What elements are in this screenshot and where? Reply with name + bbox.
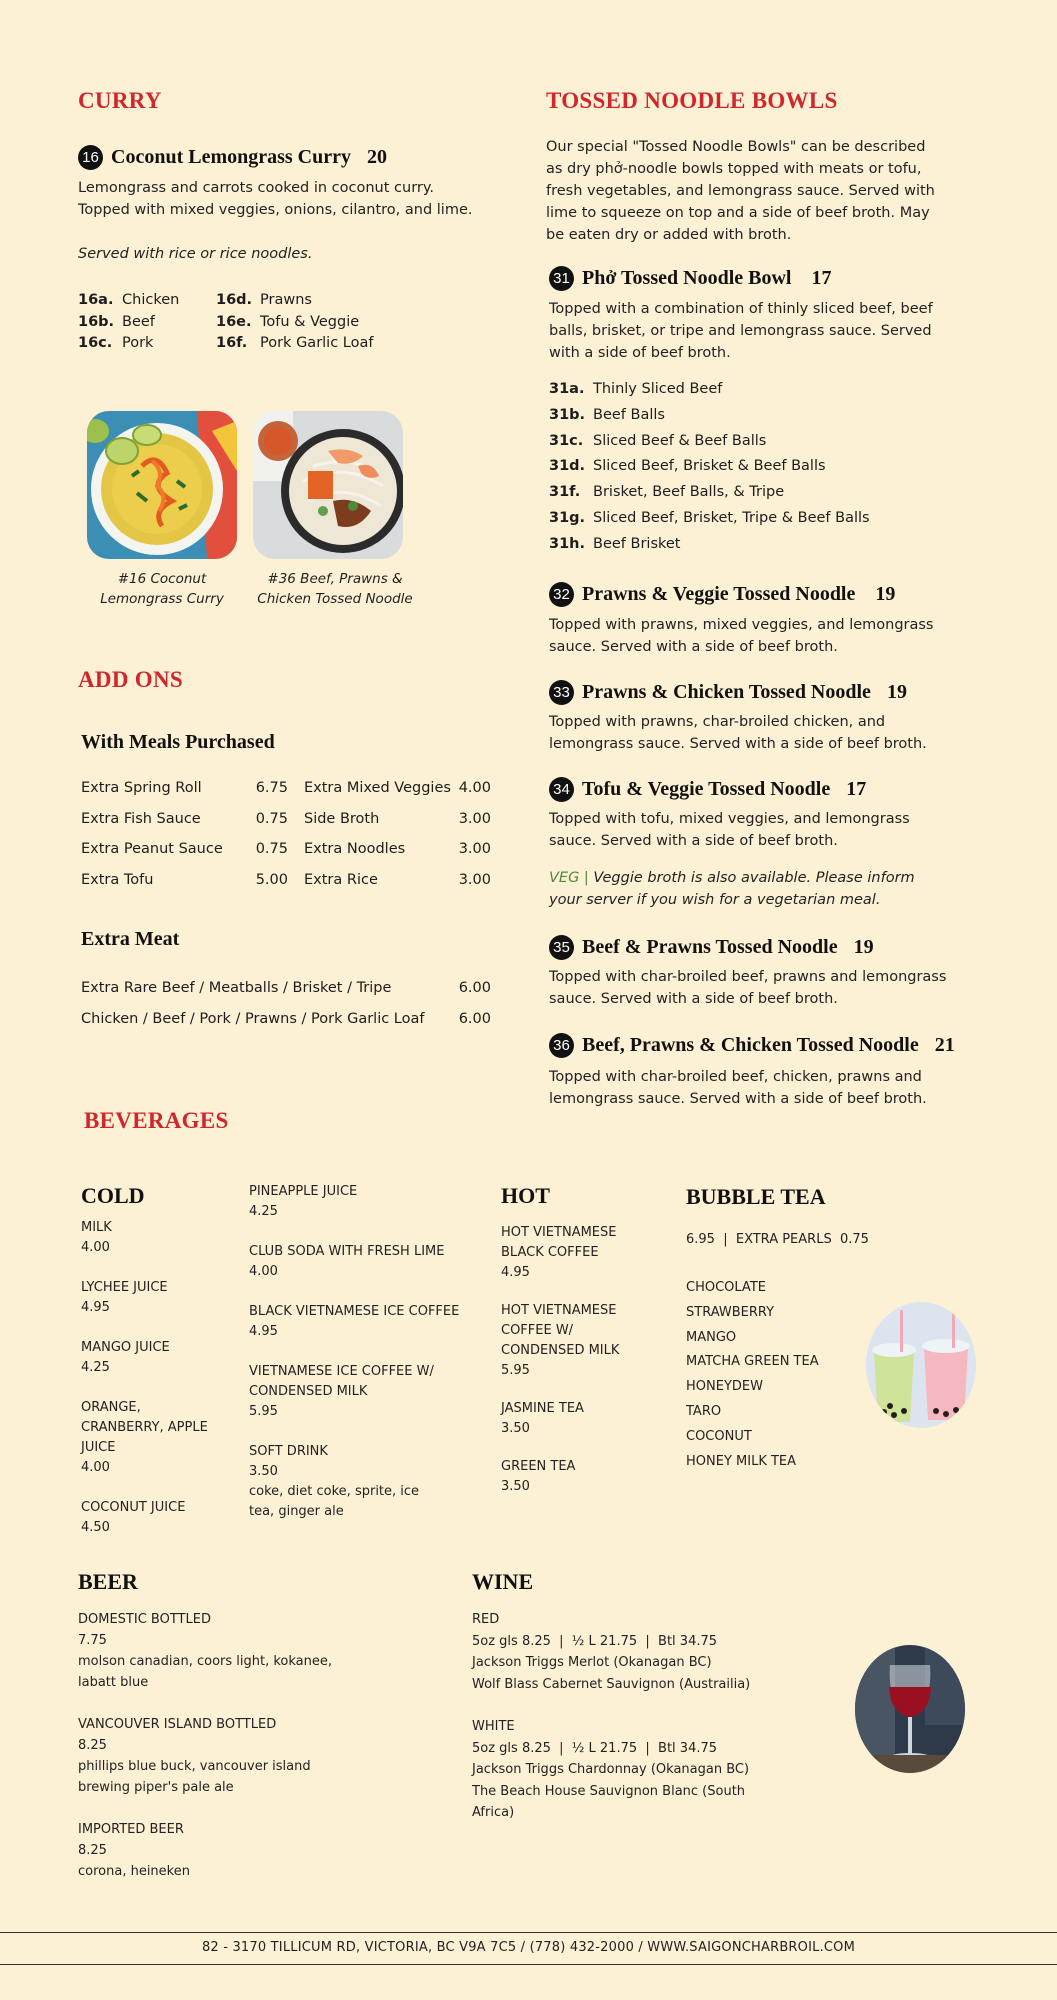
- bubble-tea-price: 6.95 | EXTRA PEARLS 0.75: [686, 1232, 869, 1247]
- noodle-photo: [253, 411, 403, 559]
- bubble-tea-photo: [866, 1302, 976, 1428]
- drink-item: MANGO JUICE 4.25: [81, 1340, 170, 1375]
- item-16-options-right: 16d. Prawns 16e. Tofu & Veggie 16f. Pork Garlic Loaf: [216, 292, 374, 351]
- veg-tag: VEG |: [549, 870, 589, 886]
- addon-row: Chicken / Beef / Pork / Prawns / Pork Garlic Loaf 6.00: [81, 1010, 491, 1027]
- extra-meat-table: [81, 973, 491, 1034]
- item-16-options-left: 16a. Chicken 16b. Beef 16c. Pork: [78, 292, 180, 351]
- item-price: 19: [853, 936, 874, 958]
- item-number-badge: 32: [549, 582, 574, 607]
- flavor-item: TARO: [686, 1403, 722, 1419]
- drink-item: LYCHEE JUICE 4.95: [81, 1280, 168, 1315]
- flavor-item: MATCHA GREEN TEA: [686, 1354, 819, 1370]
- meals-addons-table: [81, 773, 491, 895]
- cold-list-a: [81, 1218, 231, 1538]
- drink-item: COCONUT JUICE 4.50: [81, 1500, 186, 1535]
- item-number-badge: 35: [549, 935, 574, 960]
- item-16-description: Lemongrass and carrots cooked in coconut curry. Topped with mixed veggies, onions, cilantro, and lime.: [78, 180, 473, 218]
- addon-row: Extra Fish Sauce 0.75 Side Broth 3.00: [81, 810, 491, 827]
- item-35-title: [549, 935, 874, 960]
- cold-heading: COLD: [81, 1183, 145, 1208]
- drink-item: WHITE 5oz gls 8.25 | ½ L 21.75 | Btl 34.75 Jackson Triggs Chardonnay (Okanagan BC) The Beach House Sauvignon Blanc (South Africa): [472, 1719, 750, 1820]
- cold-list-b: [249, 1182, 464, 1522]
- item-name: Prawns & Veggie Tossed Noodle: [582, 583, 856, 605]
- item-price: 17: [846, 778, 867, 800]
- noodle-photo-caption: #36 Beef, Prawns & Chicken Tossed Noodle: [257, 571, 413, 607]
- item-34-title: [549, 777, 866, 802]
- drink-item: MILK 4.00: [81, 1220, 112, 1255]
- item-price: 19: [875, 583, 896, 605]
- item-33-description: Topped with prawns, char-broiled chicken, and lemongrass sauce. Served with a side of beef broth.: [549, 714, 927, 752]
- item-33-title: [549, 680, 907, 705]
- item-name: Prawns & Chicken Tossed Noodle: [582, 681, 871, 703]
- flavor-item: STRAWBERRY: [686, 1304, 775, 1320]
- drink-item: ORANGE, CRANBERRY, APPLE JUICE 4.00: [81, 1400, 208, 1475]
- footer-rule-top: [0, 1932, 1057, 1933]
- item-name: Beef & Prawns Tossed Noodle: [582, 936, 838, 958]
- beer-heading: BEER: [78, 1569, 138, 1594]
- wine-glass-photo: [855, 1645, 965, 1773]
- wine-list: [472, 1609, 772, 1824]
- item-number-badge: 16: [78, 145, 103, 170]
- curry-photo-caption: #16 Coconut Lemongrass Curry: [100, 571, 224, 607]
- drink-item: HOT VIETNAMESE COFFEE W/ CONDENSED MILK 5.95: [501, 1303, 620, 1378]
- beer-list: [78, 1609, 338, 1882]
- item-price: 17: [811, 267, 832, 289]
- addon-row: Extra Spring Roll 6.75 Extra Mixed Veggies 4.00: [81, 780, 491, 797]
- item-price: 20: [367, 146, 387, 168]
- item-price: 19: [886, 681, 907, 703]
- item-31-options: 31a. Thinly Sliced Beef 31b. Beef Balls 31c. Sliced Beef & Beef Balls 31d. Sliced Beef, Brisket & Beef Balls 31f. Brisket, Beef Balls, & Tripe 31g. Sliced Beef, Brisket, Tripe & Beef Balls 31h. Beef Brisket: [549, 381, 870, 552]
- drink-item: CLUB SODA WITH FRESH LIME 4.00: [249, 1244, 445, 1279]
- addon-row: Extra Tofu 5.00 Extra Rice 3.00: [81, 871, 491, 888]
- bubble-tea-heading: BUBBLE TEA: [686, 1184, 826, 1209]
- drink-item: HOT VIETNAMESE BLACK COFFEE 4.95: [501, 1225, 617, 1280]
- addons-heading: ADD ONS: [78, 667, 183, 692]
- item-number-badge: 36: [549, 1033, 574, 1058]
- tossed-heading: TOSSED NOODLE BOWLS: [546, 88, 838, 113]
- addon-row: Extra Rare Beef / Meatballs / Brisket / Tripe 6.00: [81, 980, 491, 997]
- hot-heading: HOT: [501, 1183, 550, 1208]
- drink-item: SOFT DRINK 3.50 coke, diet coke, sprite, ice tea, ginger ale: [249, 1444, 420, 1519]
- flavor-item: COCONUT: [686, 1428, 752, 1444]
- veg-note-text: Veggie broth is also available. Please inform your server if you wish for a vegetarian meal.: [549, 870, 915, 908]
- item-16-title: [78, 145, 387, 170]
- flavor-item: HONEYDEW: [686, 1379, 763, 1395]
- item-32-description: Topped with prawns, mixed veggies, and lemongrass sauce. Served with a side of beef broth.: [549, 617, 934, 655]
- item-name: Tofu & Veggie Tossed Noodle: [582, 778, 831, 800]
- item-name: Beef, Prawns & Chicken Tossed Noodle: [582, 1034, 919, 1056]
- drink-item: VIETNAMESE ICE COFFEE W/ CONDENSED MILK 5.95: [249, 1364, 434, 1419]
- beverages-heading: BEVERAGES: [84, 1108, 229, 1133]
- item-number-badge: 34: [549, 777, 574, 802]
- item-number-badge: 33: [549, 680, 574, 705]
- item-number-badge: 31: [549, 266, 574, 291]
- item-35-description: Topped with char-broiled beef, prawns and lemongrass sauce. Served with a side of beef broth.: [549, 969, 947, 1007]
- item-name: Coconut Lemongrass Curry: [111, 146, 351, 168]
- meals-purchased-heading: With Meals Purchased: [81, 731, 275, 753]
- addon-row: Extra Peanut Sauce 0.75 Extra Noodles 3.00: [81, 841, 491, 858]
- item-name: Phở Tossed Noodle Bowl: [582, 267, 792, 289]
- item-36-description: Topped with char-broiled beef, chicken, prawns and lemongrass sauce. Served with a side of beef broth.: [549, 1069, 927, 1107]
- item-price: 21: [934, 1034, 955, 1056]
- wine-heading: WINE: [472, 1569, 534, 1594]
- flavor-item: HONEY MILK TEA: [686, 1453, 797, 1469]
- extra-meat-heading: Extra Meat: [81, 928, 180, 950]
- drink-item: JASMINE TEA 3.50: [501, 1401, 584, 1436]
- item-31-title: [549, 266, 831, 291]
- item-36-title: [549, 1033, 955, 1058]
- flavor-item: MANGO: [686, 1329, 737, 1345]
- drink-item: IMPORTED BEER 8.25 corona, heineken: [78, 1822, 190, 1879]
- footer-rule-bottom: [0, 1964, 1057, 1965]
- drink-item: DOMESTIC BOTTLED 7.75 molson canadian, coors light, kokanee, labatt blue: [78, 1612, 333, 1690]
- item-34-description: Topped with tofu, mixed veggies, and lemongrass sauce. Served with a side of beef broth.: [549, 811, 910, 849]
- drink-item: RED 5oz gls 8.25 | ½ L 21.75 | Btl 34.75 Jackson Triggs Merlot (Okanagan BC) Wolf Blass Cabernet Sauvignon (Austrailia): [472, 1612, 751, 1692]
- drink-item: VANCOUVER ISLAND BOTTLED 8.25 phillips blue buck, vancouver island brewing piper's pale ale: [78, 1717, 311, 1795]
- drink-item: PINEAPPLE JUICE 4.25: [249, 1184, 358, 1219]
- drink-item: BLACK VIETNAMESE ICE COFFEE 4.95: [249, 1304, 460, 1339]
- item-31-description: Topped with a combination of thinly sliced beef, beef balls, brisket, or tripe and lemongrass sauce. Served with a side of beef broth.: [549, 301, 933, 361]
- tossed-intro: Our special "Tossed Noodle Bowls" can be described as dry phở-noodle bowls topped with meats or tofu, fresh vegetables, and lemongrass sauce. Served with lime to squeeze on top and a side of beef broth. May be eaten dry or added with broth.: [546, 139, 935, 243]
- curry-heading: CURRY: [78, 88, 162, 113]
- flavor-item: CHOCOLATE: [686, 1280, 766, 1295]
- curry-photo: [87, 411, 237, 559]
- veg-note: [549, 867, 949, 911]
- item-32-title: [549, 582, 895, 607]
- footer-address: 82 - 3170 TILLICUM RD, VICTORIA, BC V9A 7C5 / (778) 432-2000 / WWW.SAIGONCHARBROIL.COM: [201, 1940, 856, 1955]
- hot-list: [501, 1223, 621, 1497]
- bubble-tea-flavors: [686, 1276, 819, 1474]
- drink-item: GREEN TEA 3.50: [501, 1459, 576, 1494]
- item-16-served-note: Served with rice or rice noodles.: [78, 246, 313, 262]
